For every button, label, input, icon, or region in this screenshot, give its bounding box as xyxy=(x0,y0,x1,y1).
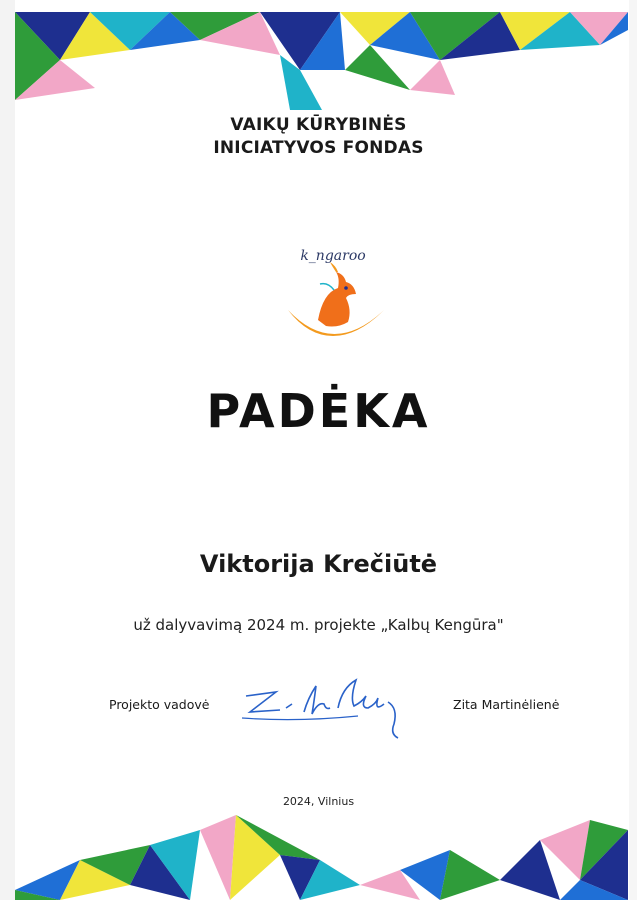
kangaroo-logo xyxy=(278,248,388,344)
signatory-name: Zita Martinėlienė xyxy=(453,697,560,712)
certificate-reason: už dalyvavimą 2024 m. projekte „Kalbų Kengūra" xyxy=(133,616,504,634)
bottom-decorative-banner xyxy=(0,800,637,900)
top-decorative-banner xyxy=(0,0,637,115)
signatory-role: Projekto vadovė xyxy=(109,697,210,712)
organization-name-line2: INICIATYVOS FONDAS xyxy=(213,138,424,158)
logo-text: k_ngaroo xyxy=(300,248,366,264)
organization-name-line1: VAIKŲ KŪRYBINĖS xyxy=(230,115,407,135)
kangaroo-icon xyxy=(278,248,388,344)
handwritten-signature xyxy=(238,668,418,740)
certificate-title: PADĖKA xyxy=(206,384,431,438)
recipient-name: Viktorija Krečiūtė xyxy=(199,550,438,578)
place-and-year: 2024, Vilnius xyxy=(282,795,355,808)
